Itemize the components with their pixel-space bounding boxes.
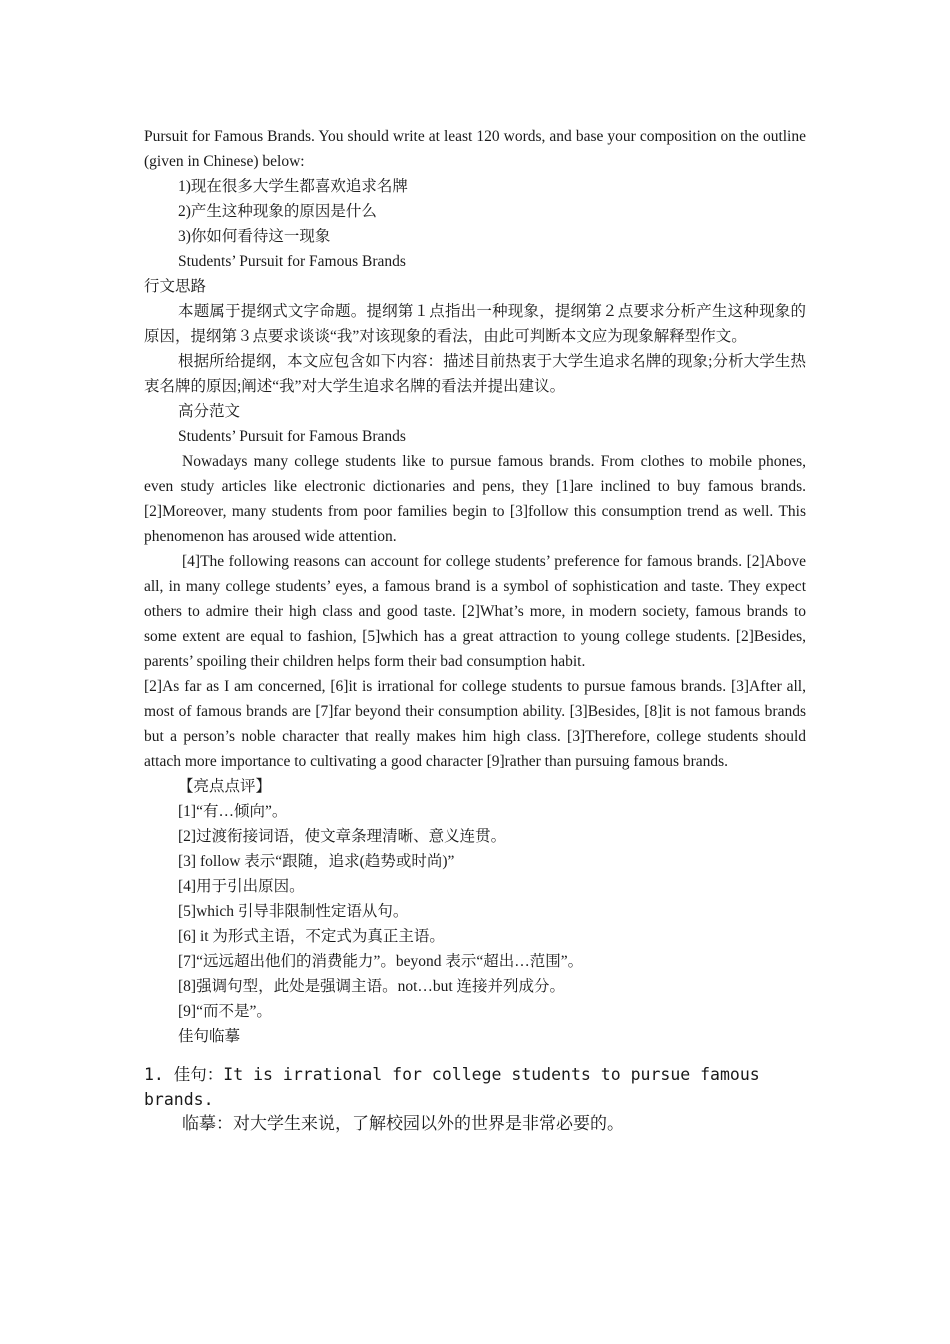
- highlights-heading: 【亮点点评】: [178, 778, 272, 795]
- outline-item-3: 3)你如何看待这一现象: [178, 228, 331, 245]
- analysis-paragraph-2: 根据所给提纲，本文应包含如下内容：描述目前热衷于大学生追求名牌的现象;分析大学生热衷名牌的原因;阐述“我”对大学生追求名牌的看法并提出建议。: [144, 353, 806, 395]
- imitation-item-1: [144, 1062, 806, 1112]
- highlight-note-7: [7]“远远超出他们的消费能力”。beyond 表示“超出…范围”。: [178, 953, 584, 970]
- sample-heading: 高分范文: [178, 403, 241, 420]
- highlight-note-2: [2]过渡衔接词语，使文章条理清晰、意义连贯。: [178, 828, 507, 845]
- imitation-heading: 佳句临摹: [178, 1028, 241, 1045]
- sample-paragraph-2: [4]The following reasons can account for college students’ preference for famous brands. [2]Above all, in many college students’ eyes, a famous brand is a symbol of sophistication and taste. They expect others to admire their high class and good taste. [2]What’s more, in modern society, famous brands to some extent are equal to fashion, [5]which has a great attraction to young college students. [2]Besides, parents’ spoiling their children helps form their bad consumption habit.: [144, 553, 806, 670]
- sample-paragraph-3: [2]As far as I am concerned, [6]it is irrational for college students to pursue famous brands. [3]After all, most of famous brands are [7]far beyond their consumption ability. [3]Besides, [8]it is not famous brands but a person’s noble character that really makes him high class. [3]Therefore, college students should attach more importance to cultivating a good character [9]rather than pursuing famous brands.: [144, 678, 806, 770]
- outline-item-1: 1)现在很多大学生都喜欢追求名牌: [178, 178, 408, 195]
- highlight-note-3: [3] follow 表示“跟随，追求(趋势或时尚)”: [178, 853, 455, 870]
- highlight-note-4: [4]用于引出原因。: [178, 878, 305, 895]
- analysis-heading: 行文思路: [144, 278, 207, 295]
- highlight-note-6: [6] it 为形式主语，不定式为真正主语。: [178, 928, 445, 945]
- analysis-paragraph-1: 本题属于提纲式文字命题。提纲第１点指出一种现象，提纲第２点要求分析产生这种现象的原因，提纲第３点要求谈谈“我”对该现象的看法，由此可判断本文应为现象解释型作文。: [144, 303, 806, 345]
- imitation-sentence-line-2: brands.: [144, 1090, 214, 1109]
- imitation-practice: 临摹：对大学生来说，了解校园以外的世界是非常必要的。: [182, 1114, 624, 1134]
- essay-title: Students’ Pursuit for Famous Brands: [178, 253, 406, 270]
- highlight-note-1: [1]“有…倾向”。: [178, 803, 288, 820]
- sample-title: Students’ Pursuit for Famous Brands: [178, 428, 406, 445]
- highlight-note-8: [8]强调句型，此处是强调主语。not…but 连接并列成分。: [178, 978, 566, 995]
- sample-paragraph-1: Nowadays many college students like to pursue famous brands. From clothes to mobile phones, even study articles like electronic dictionaries and pens, they [1]are inclined to buy famous brands. [2]Moreover, many students from poor families begin to [3]follow this consumption trend as well. This phenomenon has aroused wide attention.: [144, 453, 806, 545]
- task-description: Pursuit for Famous Brands. You should write at least 120 words, and base your composition on the outline (given in Chinese) below:: [144, 128, 806, 170]
- imitation-sentence-line-1: 1. 佳句：It is irrational for college students to pursue famous: [144, 1065, 760, 1084]
- highlight-note-5: [5]which 引导非限制性定语从句。: [178, 903, 409, 920]
- document-content: [144, 124, 806, 1137]
- outline-item-2: 2)产生这种现象的原因是什么: [178, 203, 377, 220]
- highlight-note-9: [9]“而不是”。: [178, 1003, 272, 1020]
